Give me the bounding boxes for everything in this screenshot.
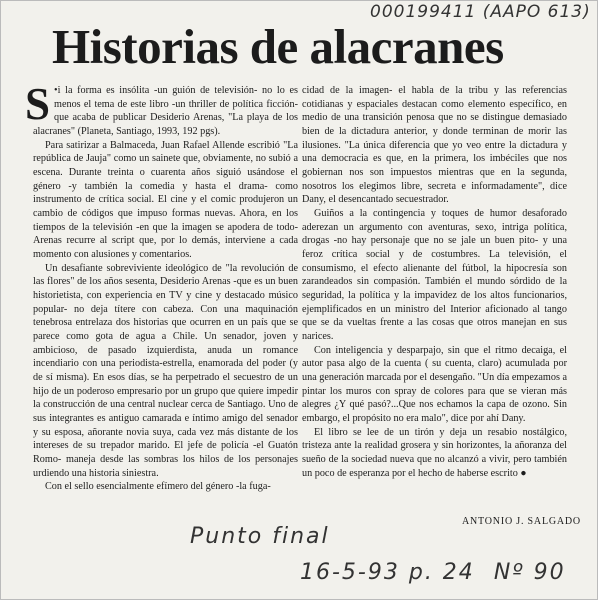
article-paragraph: cidad de la imagen- el habla de la tribu y las referencias cotidianas y espaciales destacan como elemento específico, en medio de una transición penosa que no se distingue demasiado bien de la dictadura anterior, y donde terminan de morir las ilusiones. "La única diferencia que yo veo entre la dictadura y una democracia es que, en la primera, los imbéciles que nos gobiernan nos son impuestos mientras que en la segunda, nosotros los elegimos libre, secreta e informadamente", dice Dany, el desencantado secuestrador. — [302, 85, 567, 206]
article-title: Historias de alacranes — [52, 19, 504, 74]
article-column-left — [25, 79, 298, 494]
article-paragraph: Con el sello esencialmente efímero del género -la fuga- — [45, 481, 271, 493]
author-signature: ANTONIO J. SALGADO — [462, 516, 581, 527]
handwritten-source — [190, 522, 330, 552]
drop-cap: S — [25, 79, 51, 129]
handwritten-date — [300, 560, 566, 585]
archive-code: 000199411 — [370, 2, 477, 22]
article-paragraph: • S i la forma es insólita -un guión de televisión- no lo es menos el tema de este libro -un thriller de política ficción- que acaba de publicar Desiderio Arenas, "La playa de los alacranes" (Planeta, Santiago, 1993, 192 pgs). — [25, 79, 298, 138]
article-paragraph: El libro se lee de un tirón y deja un resabio nostálgico, tristeza ante la realidad grosera y sin horizontes, la añoranza del sueño de la sociedad nueva que no alcanzó a vivir, pero también un poco de esperanza por el hecho de haberse escrito ● — [302, 426, 567, 479]
article-column-right — [302, 84, 567, 480]
end-mark-icon: ● — [520, 467, 527, 479]
publication-issue: Nº 90 — [493, 560, 566, 585]
archive-tag: (AAPO 613) — [482, 2, 591, 22]
article-paragraph: Con inteligencia y desparpajo, sin que el ritmo decaiga, el autor pasa algo de la cuenta ( su cuenta, claro) acumulada por una generación marcada por el desengaño. "Un día empezamos a pintar los muros con spray de colores para que se vieran más alegres ¿Y qué pasó?...Que nos echamos la capa de ozono. Sin embargo, el propósito no era malo", dice por ahí Dany. — [302, 344, 567, 425]
bullet-mark-icon: • — [54, 85, 58, 96]
publication-date-page: 16-5-93 p. 24 — [300, 560, 475, 585]
publication-name: Punto final — [190, 524, 330, 549]
article-paragraph: Un desafiante sobreviviente ideológico de "la revolución de las flores" de los años sesenta, Desiderio Arenas -que es un buen historietista, con experiencia en TV y cine y destacado músico popular- no deja títere con cabeza. Con una maquinación tenebrosa entrelaza dos historias que ocurren en un país que se parece como gota de agua a Chile. Un senador, joven y ambicioso, de pasado izquierdista, anuda un romance incendiario con una periodista-estrella, enamorada del poder (y de sí misma). En esos días, se ha perpetrado el secuestro de un hijo de un poderoso empresario por un grupo que quiere impedir la construcción de una central nuclear cerca de Santiago. Uno de sus integrantes es antiguo camarada e íntimo amigo del senador y su esposa, añorante novia suya, cada vez más distante de los intereses de su trepador marido. El jefe de policía -el Guatón Romo- maneja desde las sombras los hilos de los personajes urdiendo una historia siniestra. — [33, 262, 298, 479]
article-paragraph: Para satirizar a Balmaceda, Juan Rafael Allende escribió "La república de Jauja" como un sainete que, obviamente, no subió a escena. Durante treinta o cuarenta años siguió usándose el género -y también la comedia y hasta el drama- como instrumento de crítica social. El cine y el comic produjeron un cambio de códigos que impuso formas nuevas. Ahora, en los tiempos de la televisión -en que la imagen se apodera de todo- Arenas recurre al script que, por lo demás, interviene a cada momento con alusiones y comentarios. — [33, 139, 298, 261]
article-paragraph: Guiños a la contingencia y toques de humor desaforado aderezan un argumento con aventuras, sexo, intriga política, drogas -no hay personaje que no se jale un buen pito- y una feroz crítica social y de costumbres. La televisión, el consumismo, el efecto alienante del fútbol, la hipocresía son zarandeados sin compasión. También el mundo sórdido de la seguridad, la política y la impavidez de los altos funcionarios, ejemplificados en un ministro del Interior aficionado al tango que se da vueltas frente a las cosas que otros manejan en sus narices. — [302, 208, 567, 343]
